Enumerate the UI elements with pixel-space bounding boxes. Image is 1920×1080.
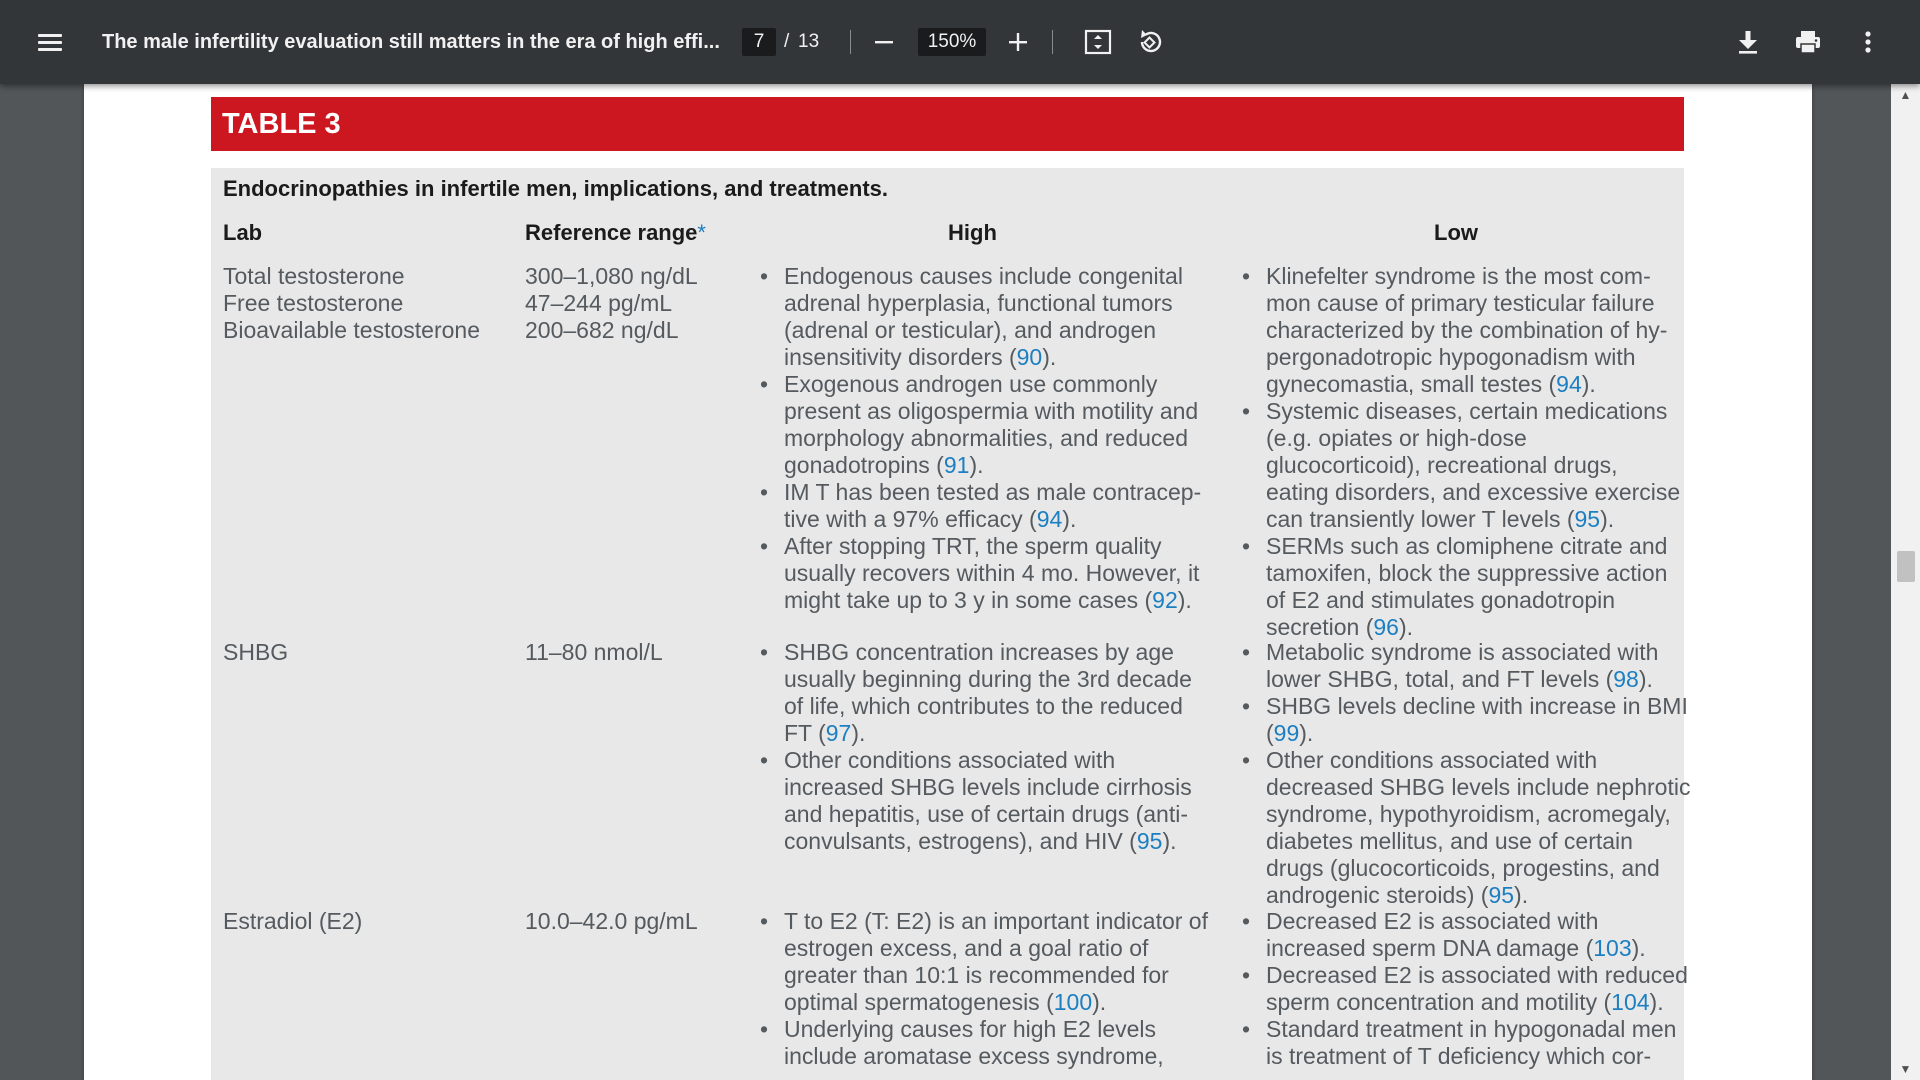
low-column-bullet-line (1266, 587, 1706, 614)
low-column-bullet-line (1266, 747, 1706, 774)
citation-link[interactable]: 95 (1574, 506, 1601, 532)
bullet-text: usually beginning during the 3rd decade (784, 666, 1192, 692)
low-column-bullet-line (1266, 425, 1706, 452)
high-column-bullet-line (784, 720, 1224, 747)
low-column-bullet-line (1266, 344, 1706, 371)
high-column-bullet-line (784, 935, 1224, 962)
low-column-bullet-line (1266, 290, 1706, 317)
low-column-bullet-line (1266, 801, 1706, 828)
low-column-bullet-line (1266, 1043, 1706, 1070)
low-column-bullet-line (1266, 774, 1706, 801)
citation-link[interactable]: 104 (1611, 989, 1650, 1015)
high-column-bullet (760, 371, 1224, 479)
low-column-bullet-line (1266, 666, 1706, 693)
reference-footnote-mark[interactable]: * (697, 220, 706, 245)
table-label-banner (211, 97, 1684, 151)
pdf-page (84, 84, 1812, 1080)
pdf-viewer (0, 84, 1920, 1080)
bullet-text: Other conditions associated with (784, 747, 1116, 773)
bullet-tail: ). (1398, 614, 1414, 640)
fit-to-page-icon[interactable] (1076, 0, 1120, 84)
bullet-dot: • (1242, 1016, 1251, 1042)
bullet-text: diabetes mellitus, and use of certain (1266, 828, 1633, 854)
bullet-dot: • (760, 479, 769, 505)
citation-link[interactable]: 103 (1593, 935, 1632, 961)
bullet-dot: • (760, 263, 769, 289)
bullet-tail: ). (1042, 344, 1057, 370)
high-column-bullet (760, 479, 1224, 533)
low-column-bullet-line (1266, 479, 1706, 506)
lab-name-cell (223, 908, 362, 935)
low-column-bullet (1242, 747, 1706, 909)
low-column-bullet-line (1266, 1016, 1706, 1043)
lab-name-cell (223, 263, 480, 344)
bullet-text: After stopping TRT, the sperm quality (784, 533, 1162, 559)
low-column-bullet-line (1266, 398, 1706, 425)
lab-name-cell-line: Total testosterone (223, 263, 405, 289)
bullet-tail: ). (1581, 371, 1596, 397)
bullet-text: glucocorticoid), recreational drugs, (1266, 452, 1618, 478)
bullet-text: of E2 and stimulates gonadotropin (1266, 587, 1616, 613)
bullet-text: of life, which contributes to the reduced (784, 693, 1183, 719)
low-column-bullet-line (1266, 317, 1706, 344)
page-total: 13 (798, 31, 820, 52)
column-header-lab: Lab (223, 220, 263, 245)
lab-name-cell-line: Bioavailable testosterone (223, 317, 480, 343)
hamburger-menu-icon[interactable] (28, 0, 72, 84)
high-column-bullet-line (784, 533, 1224, 560)
bullet-tail: ). (1162, 828, 1177, 854)
high-column-bullet-line (784, 344, 1224, 371)
toolbar-divider (850, 30, 851, 54)
low-column-bullet-line (1266, 908, 1706, 935)
table-label: TABLE 3 (222, 107, 341, 140)
high-column-bullet (760, 639, 1224, 747)
bullet-tail: ). (1649, 989, 1664, 1015)
bullet-text: Standard treatment in hypogonadal men (1266, 1016, 1677, 1042)
bullet-text: pergonadotropic hypogonadism with (1266, 344, 1636, 370)
bullet-text: Exogenous androgen use commonly (784, 371, 1158, 397)
bullet-dot: • (760, 1016, 769, 1042)
bullet-text: eating disorders, and excessive exercise (1266, 479, 1681, 505)
bullet-tail: ). (851, 720, 866, 746)
high-column-bullet-line (784, 560, 1224, 587)
bullet-text: usually recovers within 4 mo. However, it (784, 560, 1200, 586)
scroll-up-arrow-icon[interactable]: ▲ (1899, 88, 1912, 102)
column-header-low: Low (1434, 220, 1478, 245)
high-column-bullet-line (784, 290, 1224, 317)
bullet-dot: • (760, 908, 769, 934)
reference-range-cell-line: 11–80 nmol/L (525, 639, 663, 665)
bullet-text: (e.g. opiates or high-dose (1266, 425, 1527, 451)
bullet-tail: ). (1600, 506, 1615, 532)
bullet-dot: • (1242, 693, 1251, 719)
table-body (211, 168, 1691, 1080)
bullet-text: convulsants, estrogens), and HIV ( (784, 828, 1137, 854)
citation-link[interactable]: 94 (1036, 506, 1063, 532)
low-column-bullet-line (1266, 533, 1706, 560)
high-column-bullet-line (784, 506, 1224, 533)
bullet-text: Systemic diseases, certain medications (1266, 398, 1668, 424)
bullet-dot: • (760, 371, 769, 397)
low-column-bullet (1242, 962, 1706, 1016)
bullet-tail: ). (969, 452, 984, 478)
high-column-bullet (760, 533, 1224, 614)
print-icon[interactable] (1786, 0, 1830, 84)
high-column-bullet-line (784, 371, 1224, 398)
low-column-bullet (1242, 1016, 1706, 1070)
bullet-tail: ). (1631, 935, 1646, 961)
citation-link[interactable]: 96 (1373, 614, 1399, 640)
high-column-bullet-line (784, 666, 1224, 693)
low-column-bullet-line (1266, 935, 1706, 962)
bullet-tail: ). (1299, 720, 1314, 746)
bullet-dot: • (1242, 398, 1251, 424)
bullet-text: and hepatitis, use of certain drugs (anti- (784, 801, 1189, 827)
low-column-bullet-line (1266, 506, 1706, 533)
bullet-text: IM T has been tested as male contracep- (784, 479, 1202, 505)
bullet-text: present as oligospermia with motility and (784, 398, 1199, 424)
bullet-tail: ). (1638, 666, 1653, 692)
low-column-bullet-line (1266, 720, 1706, 747)
column-header-high: High (948, 220, 997, 245)
bullet-text: adrenal hyperplasia, functional tumors (784, 290, 1173, 316)
high-column-bullet-line (784, 747, 1224, 774)
bullet-text: syndrome, hypothyroidism, acromegaly, (1266, 801, 1671, 827)
pdf-toolbar (0, 0, 1920, 84)
bullet-text: FT ( (784, 720, 826, 746)
low-column-bullet-line (1266, 693, 1706, 720)
bullet-text: androgenic steroids) ( (1266, 882, 1489, 908)
document-title: The male infertility evaluation still matters in the era of high effi... (102, 30, 720, 53)
low-column-bullet-line (1266, 962, 1706, 989)
high-column-bullet-line (784, 1016, 1224, 1043)
bullet-text: ( (1266, 720, 1274, 746)
download-icon[interactable] (1726, 0, 1770, 84)
bullet-dot: • (1242, 962, 1251, 988)
high-column-bullet-line (784, 639, 1224, 666)
high-column-bullet-line (784, 989, 1224, 1016)
bullet-dot: • (1242, 747, 1251, 773)
bullet-dot: • (1242, 533, 1251, 559)
column-header-reference-range: Reference range* (525, 220, 706, 245)
high-column-bullet-line (784, 693, 1224, 720)
high-column-bullet-line (784, 317, 1224, 344)
bullet-text: tive with a 97% efficacy ( (784, 506, 1037, 532)
high-column-bullet-line (784, 263, 1224, 290)
bullet-text: lower SHBG, total, and FT levels ( (1266, 666, 1614, 692)
bullet-dot: • (1242, 639, 1251, 665)
bullet-text: can transiently lower T levels ( (1266, 506, 1575, 532)
citation-link[interactable]: 97 (825, 720, 852, 746)
bullet-text: mon cause of primary testicular failure (1266, 290, 1655, 316)
bullet-tail: ). (1062, 506, 1077, 532)
low-column-bullet-line (1266, 989, 1706, 1016)
bullet-text: might take up to 3 y in some cases ( (784, 587, 1153, 613)
bullet-text: characterized by the combination of hy- (1266, 317, 1668, 343)
citation-link[interactable]: 91 (943, 452, 970, 478)
zoom-out-minus-icon[interactable] (862, 0, 906, 84)
high-column-bullet (760, 263, 1224, 371)
citation-link[interactable]: 90 (1016, 344, 1043, 370)
more-vertical-icon[interactable] (1846, 0, 1890, 84)
bullet-text: drugs (glucocorticoids, progestins, and (1266, 855, 1660, 881)
low-column-bullet (1242, 693, 1706, 747)
citation-link[interactable]: 95 (1488, 882, 1515, 908)
bullet-dot: • (760, 639, 769, 665)
scrollbar-thumb[interactable] (1897, 551, 1915, 582)
citation-link[interactable]: 100 (1053, 989, 1093, 1015)
citation-link[interactable]: 94 (1556, 371, 1582, 397)
low-column-bullet-line (1266, 560, 1706, 587)
high-column-bullet (760, 908, 1224, 1016)
high-column-bullet-line (784, 587, 1224, 614)
bullet-text: Metabolic syndrome is associated with (1266, 639, 1659, 665)
bullet-text: increased sperm DNA damage ( (1266, 935, 1594, 961)
reference-range-cell-line: 300–1,080 ng/dL (525, 263, 698, 289)
low-column-bullet (1242, 639, 1706, 693)
bullet-text: increased SHBG levels include cirrhosis (784, 774, 1192, 800)
citation-link[interactable]: 99 (1273, 720, 1300, 746)
citation-link[interactable]: 98 (1613, 666, 1639, 692)
bullet-tail: ). (1514, 882, 1529, 908)
bullet-text: Decreased E2 is associated with reduced (1266, 962, 1688, 988)
low-column-bullet-line (1266, 371, 1706, 398)
high-column-bullet-line (784, 828, 1224, 855)
high-column-bullet-line (784, 452, 1224, 479)
low-column-bullet-line (1266, 263, 1706, 290)
bullet-text: decreased SHBG levels include nephrotic (1266, 774, 1691, 800)
bullet-tail: ). (1177, 587, 1192, 613)
reference-range-cell (525, 263, 698, 344)
low-column-bullet (1242, 263, 1706, 398)
bullet-text: tamoxifen, block the suppressive action (1266, 560, 1668, 586)
bullet-text: SHBG levels decline with increase in BMI (1266, 693, 1688, 719)
low-column-bullet-line (1266, 639, 1706, 666)
citation-link[interactable]: 92 (1152, 587, 1178, 613)
bullet-text: Klinefelter syndrome is the most com- (1266, 263, 1651, 289)
bullet-text: Other conditions associated with (1266, 747, 1598, 773)
low-column-bullet-line (1266, 882, 1706, 909)
reference-range-cell-line: 47–244 pg/mL (525, 290, 673, 316)
high-column-bullet (760, 1016, 1224, 1070)
lab-name-cell-line: Free testosterone (223, 290, 404, 316)
bullet-text: SHBG concentration increases by age (784, 639, 1174, 665)
reference-range-cell (525, 639, 663, 666)
scroll-down-arrow-icon[interactable]: ▼ (1899, 1062, 1912, 1076)
bullet-text: is treatment of T deficiency which cor- (1266, 1043, 1652, 1069)
bullet-text: gynecomastia, small testes ( (1266, 371, 1557, 397)
page-number-input[interactable]: 7 (742, 28, 776, 56)
high-column-bullet-line (784, 425, 1224, 452)
low-column-bullet-line (1266, 828, 1706, 855)
reference-range-cell-line: 200–682 ng/dL (525, 317, 679, 343)
lab-name-cell (223, 639, 288, 666)
bullet-text: Endogenous causes include congenital (784, 263, 1183, 289)
low-column-bullet (1242, 908, 1706, 962)
low-column-bullet-line (1266, 855, 1706, 882)
toolbar-divider (1052, 30, 1053, 54)
high-column-bullet-line (784, 774, 1224, 801)
reference-range-cell-line: 10.0–42.0 pg/mL (525, 908, 698, 934)
bullet-text: secretion ( (1266, 614, 1374, 640)
bullet-text: (adrenal or testicular), and androgen (784, 317, 1157, 343)
bullet-text: insensitivity disorders ( (784, 344, 1017, 370)
low-column-bullet-line (1266, 614, 1706, 641)
low-column-bullet (1242, 533, 1706, 641)
lab-name-cell-line: SHBG (223, 639, 289, 665)
bullet-text: SERMs such as clomiphene citrate and (1266, 533, 1668, 559)
bullet-text: greater than 10:1 is recommended for (784, 962, 1169, 988)
bullet-text: gonadotropins ( (784, 452, 944, 478)
reference-range-cell (525, 908, 698, 935)
bullet-text: T to E2 (T: E2) is an important indicator of (784, 908, 1208, 934)
lab-name-cell-line: Estradiol (E2) (223, 908, 363, 934)
high-column-bullet-line (784, 908, 1224, 935)
bullet-text: sperm concentration and motility ( (1266, 989, 1612, 1015)
zoom-level-input[interactable]: 150% (918, 28, 986, 56)
high-column-bullet-line (784, 1043, 1224, 1070)
bullet-text: Underlying causes for high E2 levels (784, 1016, 1157, 1042)
bullet-text: morphology abnormalities, and reduced (784, 425, 1189, 451)
rotate-icon[interactable] (1128, 0, 1172, 84)
low-column-bullet (1242, 398, 1706, 533)
bullet-dot: • (760, 533, 769, 559)
bullet-text: estrogen excess, and a goal ratio of (784, 935, 1149, 961)
bullet-dot: • (760, 747, 769, 773)
bullet-text: include aromatase excess syndrome, (784, 1043, 1164, 1069)
citation-link[interactable]: 95 (1136, 828, 1163, 854)
bullet-dot: • (1242, 263, 1251, 289)
high-column-bullet (760, 747, 1224, 855)
high-column-bullet-line (784, 398, 1224, 425)
bullet-text: optimal spermatogenesis ( (784, 989, 1054, 1015)
zoom-in-plus-icon[interactable] (996, 0, 1040, 84)
bullet-tail: ). (1092, 989, 1107, 1015)
vertical-scrollbar[interactable] (1891, 84, 1920, 1080)
high-column-bullet-line (784, 479, 1224, 506)
bullet-dot: • (1242, 908, 1251, 934)
table-caption: Endocrinopathies in infertile men, implications, and treatments. (223, 176, 889, 201)
high-column-bullet-line (784, 962, 1224, 989)
bullet-text: Decreased E2 is associated with (1266, 908, 1599, 934)
high-column-bullet-line (784, 801, 1224, 828)
page-separator: / (784, 31, 790, 52)
low-column-bullet-line (1266, 452, 1706, 479)
